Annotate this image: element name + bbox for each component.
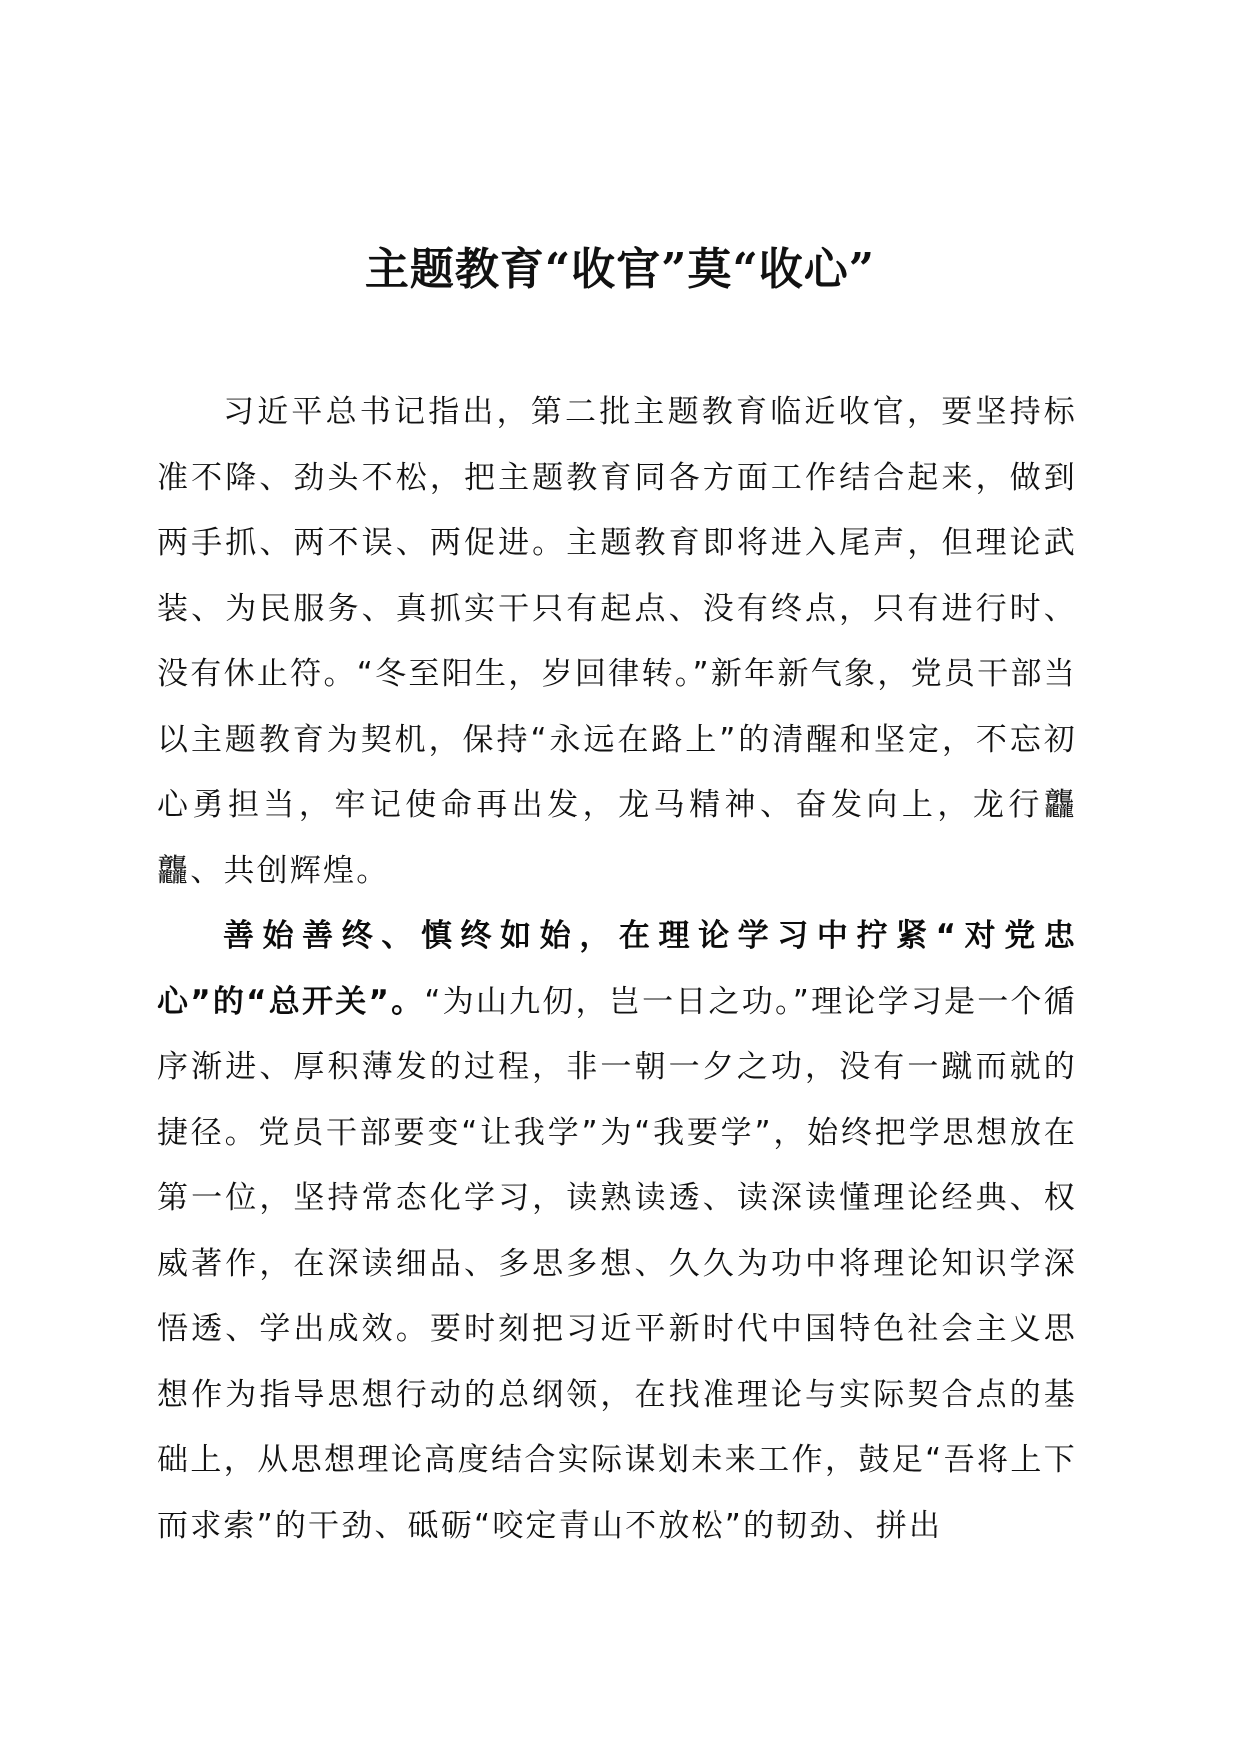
paragraph-2-lead: 善始善终、慎终如始，在理论学习中拧紧“对党忠心”的“总开关”。	[157, 918, 1077, 1020]
paragraph-2	[157, 904, 1077, 1559]
page-title: 主题教育“收官”莫“收心”	[364, 244, 876, 295]
paragraph-1-text: 习近平总书记指出，第二批主题教育临近收官，要坚持标准不降、劲头不松，把主题教育同各方面工作结合起来，做到两手抓、两不误、两促进。主题教育即将进入尾声，但理论武装、为民服务、真抓实干只有起点、没有终点，只有进行时、没有休止符。“冬至阳生，岁回律转。”新年新气象，党员干部当以主题教育为契机，保持“永远在路上”的清醒和坚定，不忘初心勇担当，牢记使命再出发，龙马精神、奋发向上，龙行龘龘、共创辉煌。	[157, 394, 1077, 889]
paragraph-1	[157, 380, 1077, 904]
document-body	[157, 380, 1077, 1559]
paragraph-2-text: “为山九仞，岂一日之功。”理论学习是一个循序渐进、厚积薄发的过程，非一朝一夕之功，没有一蹴而就的捷径。党员干部要变“让我学”为“我要学”，始终把学思想放在第一位，坚持常态化学习，读熟读透、读深读懂理论经典、权威著作，在深读细品、多思多想、久久为功中将理论知识学深悟透、学出成效。要时刻把习近平新时代中国特色社会主义思想作为指导思想行动的总纲领，在找准理论与实际契合点的基础上，从思想理论高度结合实际谋划未来工作，鼓足“吾将上下而求索”的干劲、砥砺“咬定青山不放松”的韧劲、拼出	[157, 983, 1077, 1544]
